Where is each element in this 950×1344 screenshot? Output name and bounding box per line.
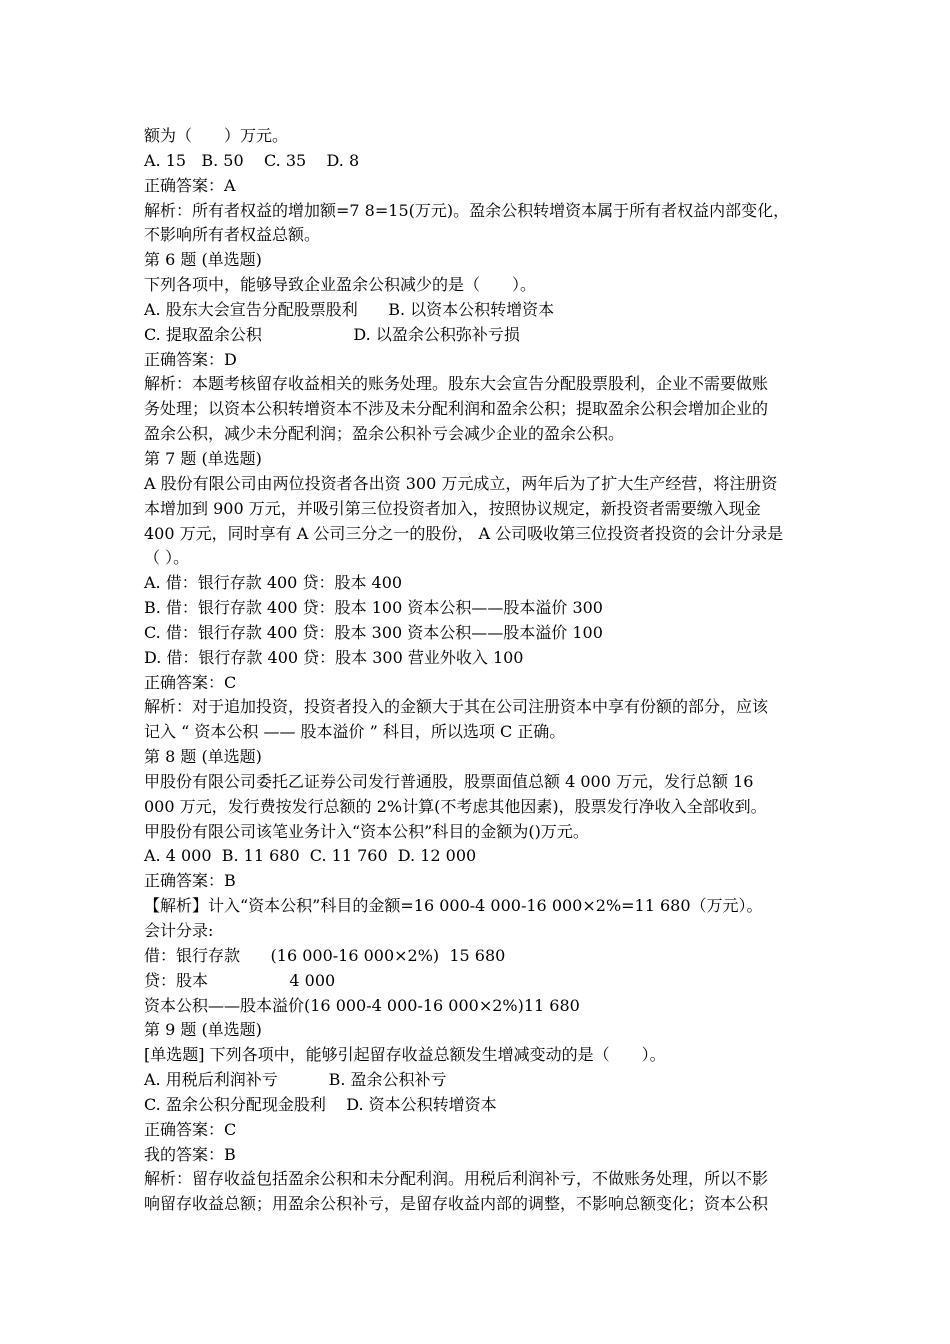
question-text: 000 万元，发行费按发行总额的 2%计算(不考虑其他因素)，股票发行净收入全部收到。 <box>144 796 767 816</box>
journal-entry-line: 借：银行存款 (16 000-16 000×2%) 15 680 <box>144 945 506 965</box>
explanation-line: 务处理；以资本公积转增资本不涉及未分配利润和盈余公积；提取盈余公积会增加企业的 <box>144 399 769 419</box>
answer-options: A. 4 000 B. 11 680 C. 11 760 D. 12 000 <box>144 846 477 866</box>
answer-options: C. 提取盈余公积 D. 以盈余公积弥补亏损 <box>144 324 520 344</box>
answer-option: D. 借：银行存款 400 贷：股本 300 营业外收入 100 <box>144 647 524 667</box>
question-text: 甲股份有限公司该笔业务计入“资本公积”科目的金额为()万元。 <box>144 821 589 841</box>
answer-options: A. 用税后利润补亏 B. 盈余公积补亏 <box>144 1070 447 1090</box>
question-heading: 第 7 题 (单选题) <box>144 448 262 468</box>
question-heading: 第 8 题 (单选题) <box>144 747 262 767</box>
journal-entry-line: 资本公积——股本溢价(16 000-4 000-16 000×2%)11 680 <box>144 995 580 1015</box>
my-answer: 我的答案：B <box>144 1144 236 1164</box>
explanation-line: 不影响所有者权益总额。 <box>144 225 321 245</box>
question-text: [单选题] 下列各项中，能够引起留存收益总额发生增减变动的是（ ）。 <box>144 1045 666 1065</box>
question-text: 本增加到 900 万元，并吸引第三位投资者加入，按照协议规定，新投资者需要缴入现金 <box>144 498 761 518</box>
answer-options: C. 盈余公积分配现金股利 D. 资本公积转增资本 <box>144 1094 497 1114</box>
explanation-line: 解析：留存收益包括盈余公积和未分配利润。用税后利润补亏，不做账务处理，所以不影 <box>144 1169 769 1189</box>
journal-entry-line: 贷：股本 4 000 <box>144 970 336 990</box>
correct-answer: 正确答案：C <box>144 672 237 692</box>
question-text: 下列各项中，能够导致企业盈余公积减少的是（ ）。 <box>144 275 537 295</box>
question-text: 甲股份有限公司委托乙证券公司发行普通股，股票面值总额 4 000 万元，发行总额 16 <box>144 771 754 791</box>
explanation-line: 响留存收益总额；用盈余公积补亏，是留存收益内部的调整，不影响总额变化；资本公积 <box>144 1194 769 1214</box>
answer-option: C. 借：银行存款 400 贷：股本 300 资本公积——股本溢价 100 <box>144 622 603 642</box>
correct-answer: 正确答案：B <box>144 871 236 891</box>
question-text: A 股份有限公司由两位投资者各出资 300 万元成立，两年后为了扩大生产经营，将注册资 <box>144 473 778 493</box>
explanation-line: 解析：所有者权益的增加额=7 8=15(万元)。盈余公积转增资本属于所有者权益内部变化， <box>144 200 790 220</box>
explanation-line: 解析：本题考核留存收益相关的账务处理。股东大会宣告分配股票股利，企业不需要做账 <box>144 374 769 394</box>
explanation-line: 【解析】计入“资本公积”科目的金额=16 000-4 000-16 000×2%=11 680（万元）。 <box>144 896 763 916</box>
correct-answer: 正确答案：A <box>144 175 236 195</box>
question-text: （ ）。 <box>144 548 190 568</box>
answer-option: A. 借：银行存款 400 贷：股本 400 <box>144 573 403 593</box>
explanation-line: 盈余公积，减少未分配利润；盈余公积补亏会减少企业的盈余公积。 <box>144 424 625 444</box>
document-body <box>144 124 824 1217</box>
explanation-line: 解析：对于追加投资，投资者投入的金额大于其在公司注册资本中享有份额的部分，应该 <box>144 697 769 717</box>
question-heading: 第 9 题 (单选题) <box>144 1020 262 1040</box>
journal-entry-line: 会计分录: <box>144 921 214 940</box>
answer-option: B. 借：银行存款 400 贷：股本 100 资本公积——股本溢价 300 <box>144 598 603 618</box>
correct-answer: 正确答案：C <box>144 1119 237 1139</box>
question-heading: 第 6 题 (单选题) <box>144 250 262 270</box>
answer-options: A. 股东大会宣告分配股票股利 B. 以资本公积转增资本 <box>144 299 555 319</box>
correct-answer: 正确答案：D <box>144 349 237 369</box>
question-text: 400 万元，同时享有 A 公司三分之一的股份， A 公司吸收第三位投资者投资的会计分录是 <box>144 523 784 543</box>
explanation-line: 记入 “ 资本公积 —— 股本溢价 ” 科目，所以选项 C 正确。 <box>144 722 566 742</box>
text-line: 额为（ ）万元。 <box>144 126 289 145</box>
answer-options: A. 15 B. 50 C. 35 D. 8 <box>144 150 360 170</box>
